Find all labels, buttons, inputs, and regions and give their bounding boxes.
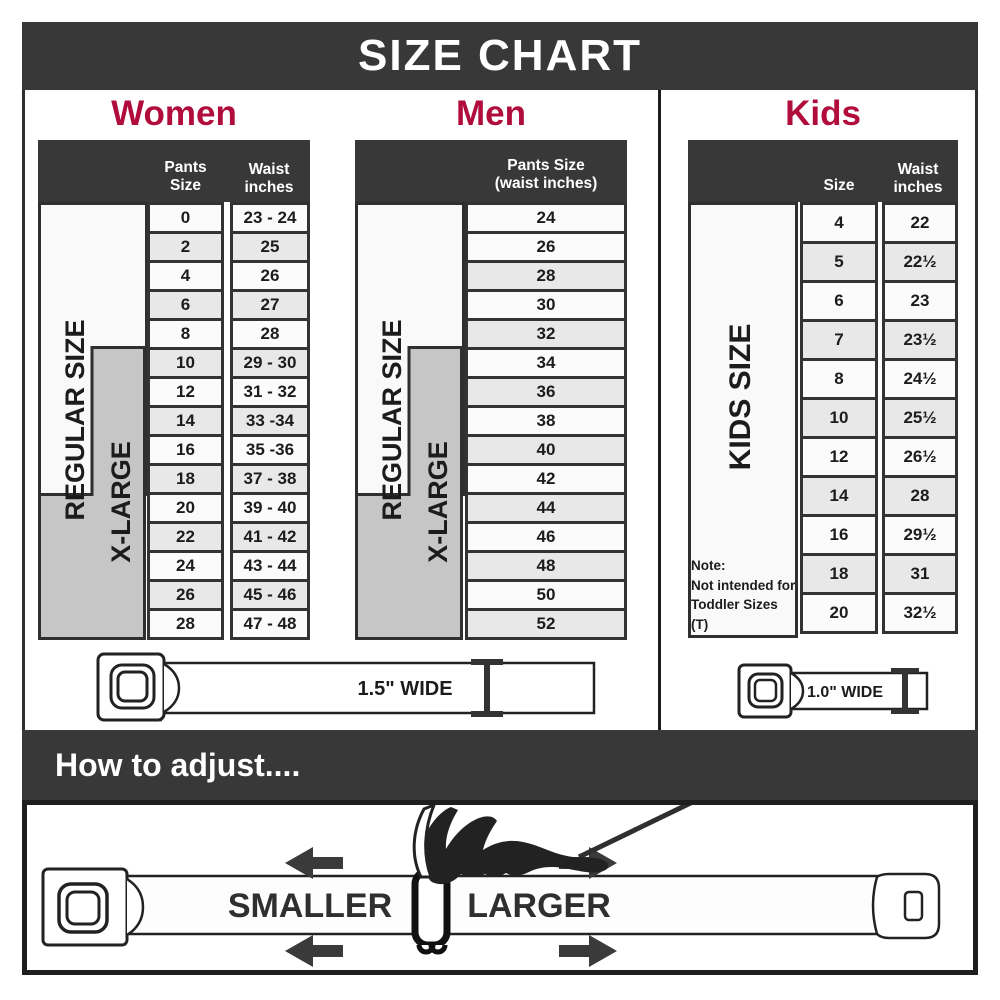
size-cell: 12	[800, 436, 878, 478]
kids-belt-illustration	[735, 660, 945, 722]
women-size-range-labels	[38, 202, 148, 640]
size-cell: 20	[800, 592, 878, 634]
belt-tip	[873, 874, 939, 938]
size-cell: 24	[147, 550, 224, 582]
waist-cell: 26½	[882, 436, 958, 478]
kids-section-title: Kids	[785, 94, 861, 133]
adjust-illustration	[27, 805, 973, 970]
table-row	[465, 347, 627, 379]
table-row	[147, 521, 310, 553]
table-row	[147, 579, 310, 611]
kids-note: Note: Not intended for Toddler Sizes (T)	[691, 558, 796, 632]
waist-cell: 29½	[882, 514, 958, 556]
waist-cell: 33 -34	[230, 405, 310, 437]
pull-strap-line	[579, 805, 703, 857]
size-cell: 14	[147, 405, 224, 437]
men-table	[465, 202, 627, 640]
men-pants-size-header: Pants Size (waist inches)	[494, 157, 598, 193]
table-row	[147, 260, 310, 292]
hand-icon	[414, 805, 608, 884]
table-row	[800, 553, 958, 595]
adult-belt-width-label: 1.5" WIDE	[357, 678, 453, 700]
waist-cell: 27	[230, 289, 310, 321]
waist-cell: 46	[465, 521, 627, 553]
waist-cell: 37 - 38	[230, 463, 310, 495]
size-cell: 4	[147, 260, 224, 292]
table-row	[465, 492, 627, 524]
table-row	[147, 231, 310, 263]
size-cell: 16	[800, 514, 878, 556]
table-row	[800, 241, 958, 283]
waist-cell: 23	[882, 280, 958, 322]
women-xlarge-label: X-LARGE	[106, 441, 136, 563]
table-row	[147, 492, 310, 524]
women-waist-header: Waist inches	[244, 161, 294, 197]
waist-cell: 31	[882, 553, 958, 595]
men-regular-size-label: REGULAR SIZE	[377, 319, 407, 521]
women-regular-size-label: REGULAR SIZE	[60, 319, 90, 521]
waist-cell: 32½	[882, 592, 958, 634]
table-row	[465, 550, 627, 582]
adjust-illustration-box	[22, 800, 978, 975]
men-size-range-labels	[355, 202, 465, 640]
table-row	[800, 436, 958, 478]
waist-cell: 50	[465, 579, 627, 611]
size-cell: 10	[800, 397, 878, 439]
waist-cell: 32	[465, 318, 627, 350]
waist-cell: 25	[230, 231, 310, 263]
table-row	[465, 463, 627, 495]
how-to-adjust-title: How to adjust....	[55, 746, 301, 783]
kids-size-label: KIDS SIZE	[724, 323, 757, 471]
size-cell: 0	[147, 202, 224, 234]
adult-belt-illustration	[90, 648, 605, 733]
women-pants-size-header: Pants Size	[164, 159, 207, 195]
table-row	[147, 202, 310, 234]
table-row	[800, 475, 958, 517]
table-row	[147, 434, 310, 466]
size-cell: 18	[800, 553, 878, 595]
kids-belt-width-label: 1.0" WIDE	[806, 684, 884, 701]
waist-cell: 52	[465, 608, 627, 640]
size-cell: 6	[800, 280, 878, 322]
waist-cell: 34	[465, 347, 627, 379]
how-to-adjust-banner	[22, 730, 978, 800]
table-row	[465, 521, 627, 553]
table-row	[465, 318, 627, 350]
page-title: SIZE CHART	[358, 31, 642, 80]
waist-cell: 42	[465, 463, 627, 495]
table-row	[465, 434, 627, 466]
waist-cell: 28	[230, 318, 310, 350]
kids-table	[800, 202, 958, 634]
table-row	[465, 405, 627, 437]
waist-cell: 47 - 48	[230, 608, 310, 640]
waist-cell: 23½	[882, 319, 958, 361]
waist-cell: 26	[465, 231, 627, 263]
table-row	[465, 289, 627, 321]
table-row	[800, 280, 958, 322]
table-row	[147, 376, 310, 408]
kids-size-header: Size	[823, 177, 855, 195]
size-cell: 12	[147, 376, 224, 408]
table-row	[147, 608, 310, 640]
size-cell: 6	[147, 289, 224, 321]
waist-cell: 25½	[882, 397, 958, 439]
table-row	[465, 202, 627, 234]
waist-cell: 40	[465, 434, 627, 466]
smaller-label: SMALLER	[227, 887, 393, 925]
waist-cell: 28	[882, 475, 958, 517]
waist-cell: 48	[465, 550, 627, 582]
waist-cell: 30	[465, 289, 627, 321]
size-chart-banner	[22, 22, 978, 90]
waist-cell: 43 - 44	[230, 550, 310, 582]
size-cell: 8	[147, 318, 224, 350]
table-row	[800, 202, 958, 244]
waist-cell: 39 - 40	[230, 492, 310, 524]
table-row	[800, 319, 958, 361]
size-cell: 14	[800, 475, 878, 517]
men-table-header	[355, 140, 627, 202]
men-xlarge-label: X-LARGE	[423, 441, 453, 563]
kids-waist-header: Waist inches	[893, 161, 943, 197]
waist-cell: 24	[465, 202, 627, 234]
size-cell: 26	[147, 579, 224, 611]
table-row	[147, 347, 310, 379]
women-section-title: Women	[111, 94, 237, 133]
women-table	[147, 202, 310, 640]
table-row	[465, 579, 627, 611]
table-row	[465, 608, 627, 640]
table-row	[465, 376, 627, 408]
table-row	[147, 405, 310, 437]
size-cell: 5	[800, 241, 878, 283]
waist-cell: 24½	[882, 358, 958, 400]
waist-cell: 22	[882, 202, 958, 244]
waist-cell: 38	[465, 405, 627, 437]
waist-cell: 26	[230, 260, 310, 292]
size-cell: 2	[147, 231, 224, 263]
table-row	[465, 231, 627, 263]
waist-cell: 31 - 32	[230, 376, 310, 408]
table-row	[147, 289, 310, 321]
seatbelt-buckle-icon	[43, 869, 143, 945]
table-row	[147, 318, 310, 350]
waist-cell: 28	[465, 260, 627, 292]
size-cell: 7	[800, 319, 878, 361]
waist-cell: 22½	[882, 241, 958, 283]
waist-cell: 35 -36	[230, 434, 310, 466]
table-row	[465, 260, 627, 292]
panel-divider	[658, 90, 661, 730]
size-cell: 8	[800, 358, 878, 400]
waist-cell: 41 - 42	[230, 521, 310, 553]
waist-cell: 23 - 24	[230, 202, 310, 234]
table-row	[800, 358, 958, 400]
table-row	[800, 592, 958, 634]
larger-label: LARGER	[467, 887, 611, 925]
women-table-header	[38, 140, 310, 202]
table-row	[800, 397, 958, 439]
size-cell: 28	[147, 608, 224, 640]
size-cell: 4	[800, 202, 878, 244]
table-row	[800, 514, 958, 556]
men-section-title: Men	[456, 94, 526, 133]
size-cell: 18	[147, 463, 224, 495]
table-row	[147, 550, 310, 582]
kids-table-header	[688, 140, 958, 202]
waist-cell: 44	[465, 492, 627, 524]
size-cell: 10	[147, 347, 224, 379]
waist-cell: 29 - 30	[230, 347, 310, 379]
size-cell: 22	[147, 521, 224, 553]
size-cell: 16	[147, 434, 224, 466]
size-cell: 20	[147, 492, 224, 524]
waist-cell: 45 - 46	[230, 579, 310, 611]
table-row	[147, 463, 310, 495]
waist-cell: 36	[465, 376, 627, 408]
